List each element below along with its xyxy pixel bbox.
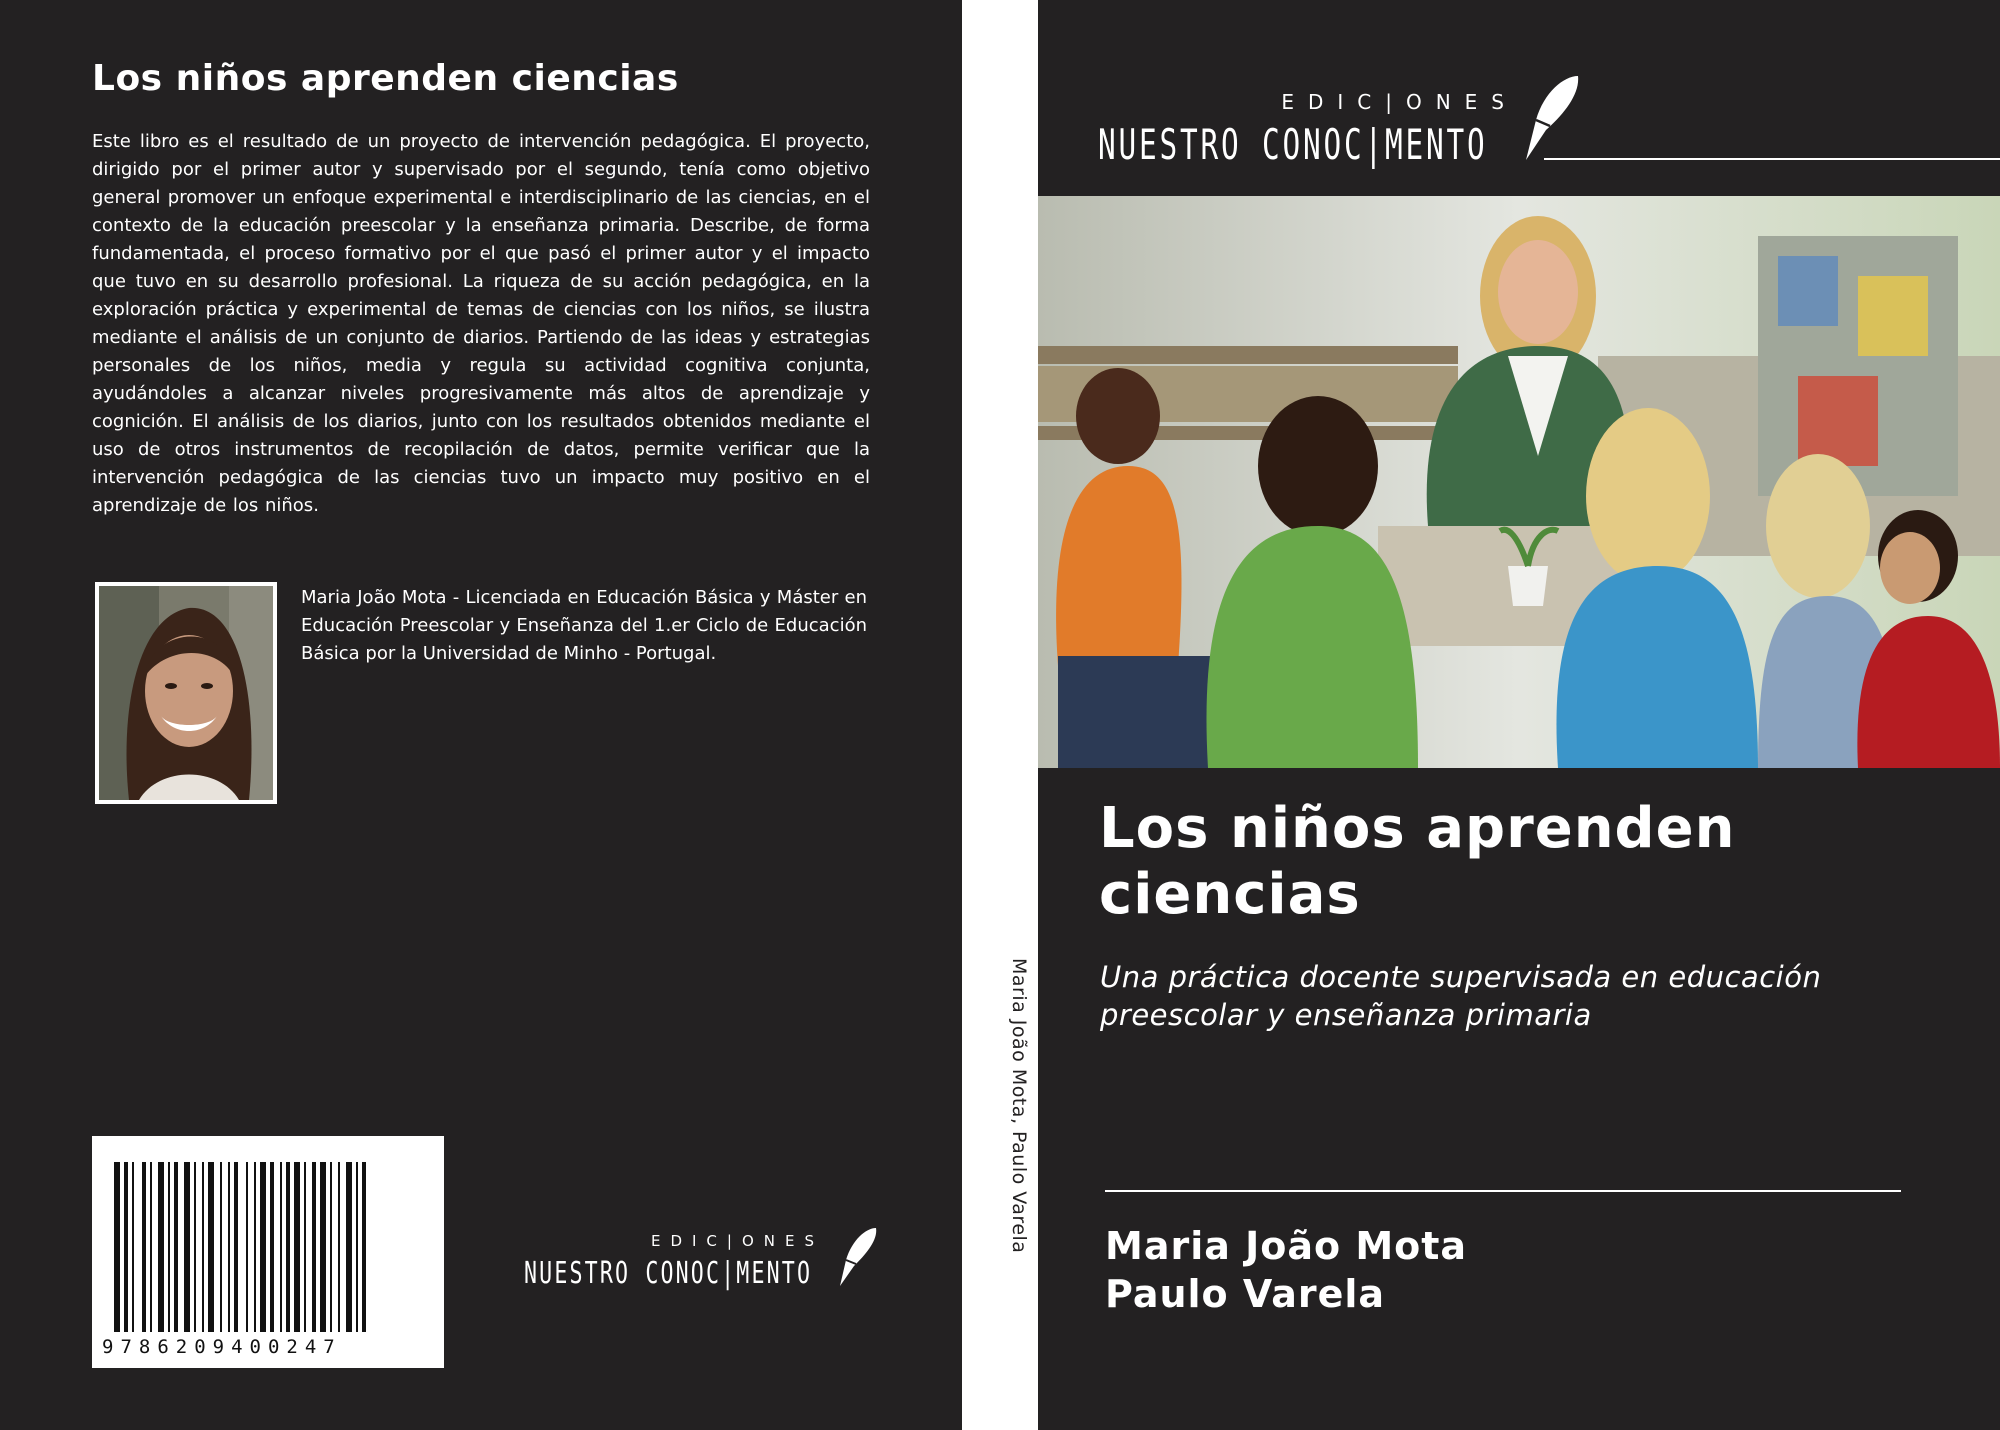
publisher-line1: EDIC|ONES [650, 1232, 824, 1250]
barcode-bar [234, 1162, 238, 1332]
barcode-bar [338, 1162, 340, 1332]
publisher-line2: NUESTRO CONOC|MENTO [524, 1256, 813, 1291]
back-cover [0, 0, 962, 1430]
barcode-bar [142, 1162, 146, 1332]
barcode-bar [114, 1162, 120, 1332]
author-bio: Maria João Mota - Licenciada en Educación Básica y Máster en Educación Preescolar y Enseñanza del 1.er Ciclo de Educación Básica por la Universidad de Minho - Portugal. [301, 587, 867, 664]
barcode-bar [280, 1162, 282, 1332]
publisher-rule [1544, 158, 2000, 160]
barcode-bar [294, 1162, 300, 1332]
author-rule [1105, 1190, 1901, 1192]
barcode-bar [270, 1162, 274, 1332]
barcode-bar [304, 1162, 306, 1332]
barcode-bar [124, 1162, 128, 1332]
barcode [92, 1136, 444, 1368]
publisher-line1: EDIC|ONES [1281, 90, 1518, 114]
barcode-bar [330, 1162, 332, 1332]
front-cover-title: Los niños aprenden ciencias [1099, 796, 1736, 927]
barcode-bar [202, 1162, 204, 1332]
barcode-bar [312, 1162, 316, 1332]
barcode-bar [346, 1162, 352, 1332]
cover-photo [1038, 196, 2000, 768]
barcode-bar [150, 1162, 152, 1332]
barcode-bar [168, 1162, 170, 1332]
publisher-line2: NUESTRO CONOC|MENTO [1098, 120, 1488, 169]
author-1: Maria João Mota [1105, 1224, 1468, 1268]
front-cover-authors [1105, 1222, 1467, 1318]
isbn-digits: 9786209400247 [102, 1336, 342, 1358]
barcode-bar [356, 1162, 358, 1332]
barcode-bar [320, 1162, 326, 1332]
pen-nib-icon [836, 1226, 880, 1290]
barcode-bar [254, 1162, 256, 1332]
barcode-bar [260, 1162, 266, 1332]
barcode-bar [132, 1162, 134, 1332]
barcode-bar [246, 1162, 248, 1332]
author-photo [95, 582, 277, 804]
barcode-bar [228, 1162, 230, 1332]
barcode-bar [174, 1162, 178, 1332]
barcode-bar [208, 1162, 214, 1332]
barcode-bar [184, 1162, 190, 1332]
barcode-bar [362, 1162, 366, 1332]
barcode-bar [220, 1162, 222, 1332]
barcode-bar [286, 1162, 290, 1332]
spine-authors: Maria João Mota, Paulo Varela [1008, 958, 1030, 1254]
back-cover-title: Los niños aprenden ciencias [92, 58, 679, 99]
barcode-bar [158, 1162, 164, 1332]
barcode-bar [194, 1162, 196, 1332]
publisher-logo-back [524, 1232, 824, 1302]
publisher-logo-front [1098, 90, 1518, 170]
back-cover-blurb: Este libro es el resultado de un proyecto de intervención pedagógica. El proyecto, dirigido por el primer autor y supervisado por el segundo, tenía como objetivo general promover un enfoque experimental e interdisciplinario de las ciencias, en el contexto de la educación preescolar y la enseñanza primaria. Describe, de forma fundamentada, el proceso formativo por el que pasó el primer autor y el impacto que tuvo en su desarrollo profesional. La riqueza de su acción pedagógica, en la exploración práctica y experimental de temas de ciencias con los niños, se ilustra mediante el análisis de un conjunto de diarios. Partiendo de las ideas y estrategias personales de los niños, media y regula su actividad cognitiva conjunta, ayudándoles a alcanzar niveles progresivamente más altos de aprendizaje y cognición. El análisis de los diarios, junto con los resultados obtenidos mediante el uso de otros instrumentos de recopilación de datos, permite verificar que la intervención pedagógica de las ciencias tuvo un impacto muy positivo en el aprendizaje de los niños. [92, 131, 870, 516]
front-cover-subtitle: Una práctica docente supervisada en educación preescolar y enseñanza primaria [1100, 960, 1822, 1032]
author-2: Paulo Varela [1105, 1272, 1386, 1316]
pen-nib-icon [1522, 74, 1582, 164]
